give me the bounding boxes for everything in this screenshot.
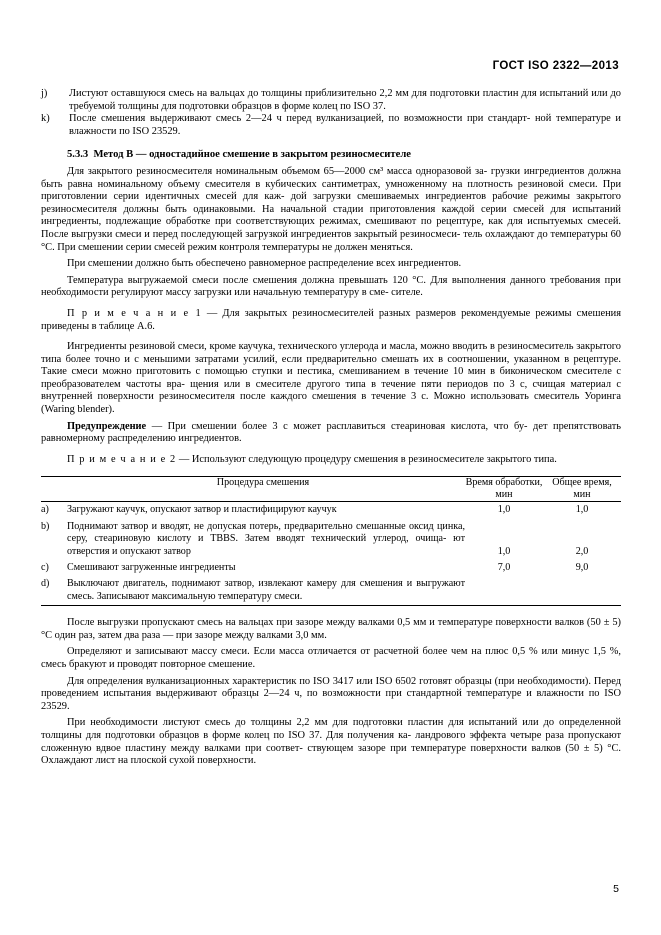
table-row-description: Поднимают затвор и вводят, не допуская потерь, предварительно смешанные оксид цинка, серу, стеариновую кислоту и TBBS. Затем вводят технический углерод, очища- ют отверстия и опускают затвор	[67, 520, 465, 557]
table-row	[41, 576, 621, 605]
table-row-description: Смешивают загруженные ингредиенты	[67, 562, 236, 574]
table-header-processing-time: Время обработки, мин	[465, 477, 543, 501]
table-header-procedure: Процедура смешения	[67, 477, 465, 502]
table-row-marker: d)	[41, 576, 67, 605]
table-row-marker: c)	[41, 562, 49, 574]
table-row	[41, 502, 621, 519]
paragraph-sheeting: При необходимости листуют смесь до толщины 2,2 мм для подготовки пластин для испытаний или до определенной толщины для подготовки образцов в форме колец по ISO 37. Для получения ка- ландрового эффекта четыре раза пропускают сложенную вдвое пластину между валками при соответ- ствующем зазоре при температуре поверхности валков (50 ± 5) °С. Охлаждают лист на плоской сухой поверхности.	[41, 717, 621, 767]
list-item-text: После смешения выдерживают смесь 2—24 ч перед вулканизацией, по возможности при стандарт- ной температуре и влажности по ISO 23529.	[69, 113, 621, 137]
note-1-label: П р и м е ч а н и е 1	[67, 307, 202, 319]
note-2	[41, 454, 621, 467]
paragraph-cure-characteristics: Для определения вулканизационных характеристик по ISO 3417 или ISO 6502 готовят образцы (при необходимости). Перед проведением испытания выдерживают образцы 2—24 ч, по возможности при стандартной температуре и влажности по ISO 23529.	[41, 675, 621, 712]
table-row-total-time	[543, 576, 621, 605]
warning-text: — При смешении более 3 с может расплавиться стеариновая кислота, что бу- дет препятствовать равномерному распределению ингредиентов.	[41, 420, 621, 445]
table-header-empty	[41, 477, 67, 502]
table-row-processing-time	[465, 576, 543, 605]
mixing-procedure-table	[41, 476, 621, 606]
table-row-processing-time: 7,0	[497, 562, 511, 574]
table-row-total-time: 1,0	[575, 504, 589, 516]
paragraph-discharge-temperature: Температура выгружаемой смеси после смешения должна превышать 120 °С. Для выполнения данного требования при необходимости регулируют массу загрузки или начальную температуру в сме- сителе.	[41, 274, 621, 299]
page-number: 5	[613, 883, 619, 895]
warning-paragraph	[41, 421, 621, 446]
table-header-total-time: Общее время, мин	[543, 477, 621, 502]
warning-label: Предупреждение	[67, 420, 147, 432]
note-1	[41, 308, 621, 333]
table-row	[41, 560, 621, 576]
table-row	[41, 519, 621, 560]
table-row-description: Выключают двигатель, поднимают затвор, извлекают камеру для смешения и выгружают смесь. Записывают максимальную температуру смеси.	[67, 576, 465, 605]
note-2-text: — Используют следующую процедуру смешения в резиносмесителе закрытого типа.	[178, 453, 557, 465]
paragraph-mill-pass: После выгрузки пропускают смесь на вальцах при зазоре между валками 0,5 мм и температуре поверхности валков (50 ± 5) °С один раз, затем два раза — при зазоре между валками 3,0 мм.	[41, 617, 621, 641]
paragraph-mixer-volume: Для закрытого резиносмесителя номинальным объемом 65—2000 см³ масса одноразовой за- грузки ингредиентов должна быть равна номинальному объему смесителя в кубических сантиметрах, умноженному на плотность резиновой смеси. При приготовлении серии идентичных смесей для каж- дой загрузки смешиваемых ингредиентов рабочие режимы закрытого резиносмесителя должны быть одинаковыми. На начальной стадии приготовления каждой серии смесей для испытаний ингредиенты, подлежащие обработке при соответствующих режимах, смешивают по рецептуре, как для испытуемых смесей. После выгрузки смеси и перед последующей загрузкой ингредиентов закрытый резиносмеси- тель охлаждают до температуры 60 °С. При смешении серии смесей режим контроля температуры не должен меняться.	[41, 165, 621, 253]
list-item-text: Листуют оставшуюся смесь на вальцах до толщины приблизительно 2,2 мм для подготовки пластин для испытаний или до требуемой толщины для подготовки образцов в форме колец по ISO 37.	[69, 88, 621, 112]
table-row-marker: b)	[41, 520, 50, 532]
table-row-total-time: 2,0	[575, 545, 589, 557]
table-row-processing-time: 1,0	[497, 504, 511, 516]
list-item-marker: j)	[41, 88, 48, 99]
paragraph-premix-ingredients: Ингредиенты резиновой смеси, кроме каучука, технического углерода и масла, можно вводить в резиносмеситель закрытого типа более точно и с меньшими затратами усилий, если предварительно смешать их в соотношении, указанном в рецептуре. Такие смеси можно приготовить с помощью ступки и пестика, смешиванием в течение 10 мин в биконическом смесителе с преобразователем частоты вра- щения или в смесителе другого типа в течение пяти периодов по 3 с, счищая материал с внутренней поверхности резиносмесителя после каждого смешения в течение 3 с. Можно использовать смеситель Уоринга (Waring blender).	[41, 341, 621, 416]
table-row-marker: a)	[41, 504, 49, 516]
table-row-total-time: 9,0	[575, 562, 589, 574]
section-title: Метод В — одностадийное смешение в закрытом резиносмесителе	[93, 149, 411, 161]
section-number: 5.3.3	[67, 149, 89, 161]
list-item	[41, 113, 621, 138]
section-heading	[41, 149, 621, 162]
list-item	[41, 88, 621, 113]
list-item-marker: k)	[41, 113, 50, 125]
note-2-label: П р и м е ч а н и е 2	[67, 453, 177, 465]
note-1-text: — Для закрытых резиносмесителей разных размеров рекомендуемые режимы смешения приведены в таблице А.6.	[41, 307, 621, 332]
paragraph-uniform-distribution: При смешении должно быть обеспечено равномерное распределение всех ингредиентов.	[67, 258, 462, 270]
paragraph-mass-check: Определяют и записывают массу смеси. Если масса отличается от расчетной более чем на плюс 0,5 % или минус 1,5 %, смесь бракуют и проводят повторное смешение.	[41, 646, 621, 671]
table-row-description: Загружают каучук, опускают затвор и пластифицируют каучук	[67, 504, 337, 516]
page-header-standard: ГОСТ ISO 2322—2013	[492, 60, 619, 72]
page-content	[41, 88, 621, 768]
table-row-processing-time: 1,0	[497, 545, 511, 557]
